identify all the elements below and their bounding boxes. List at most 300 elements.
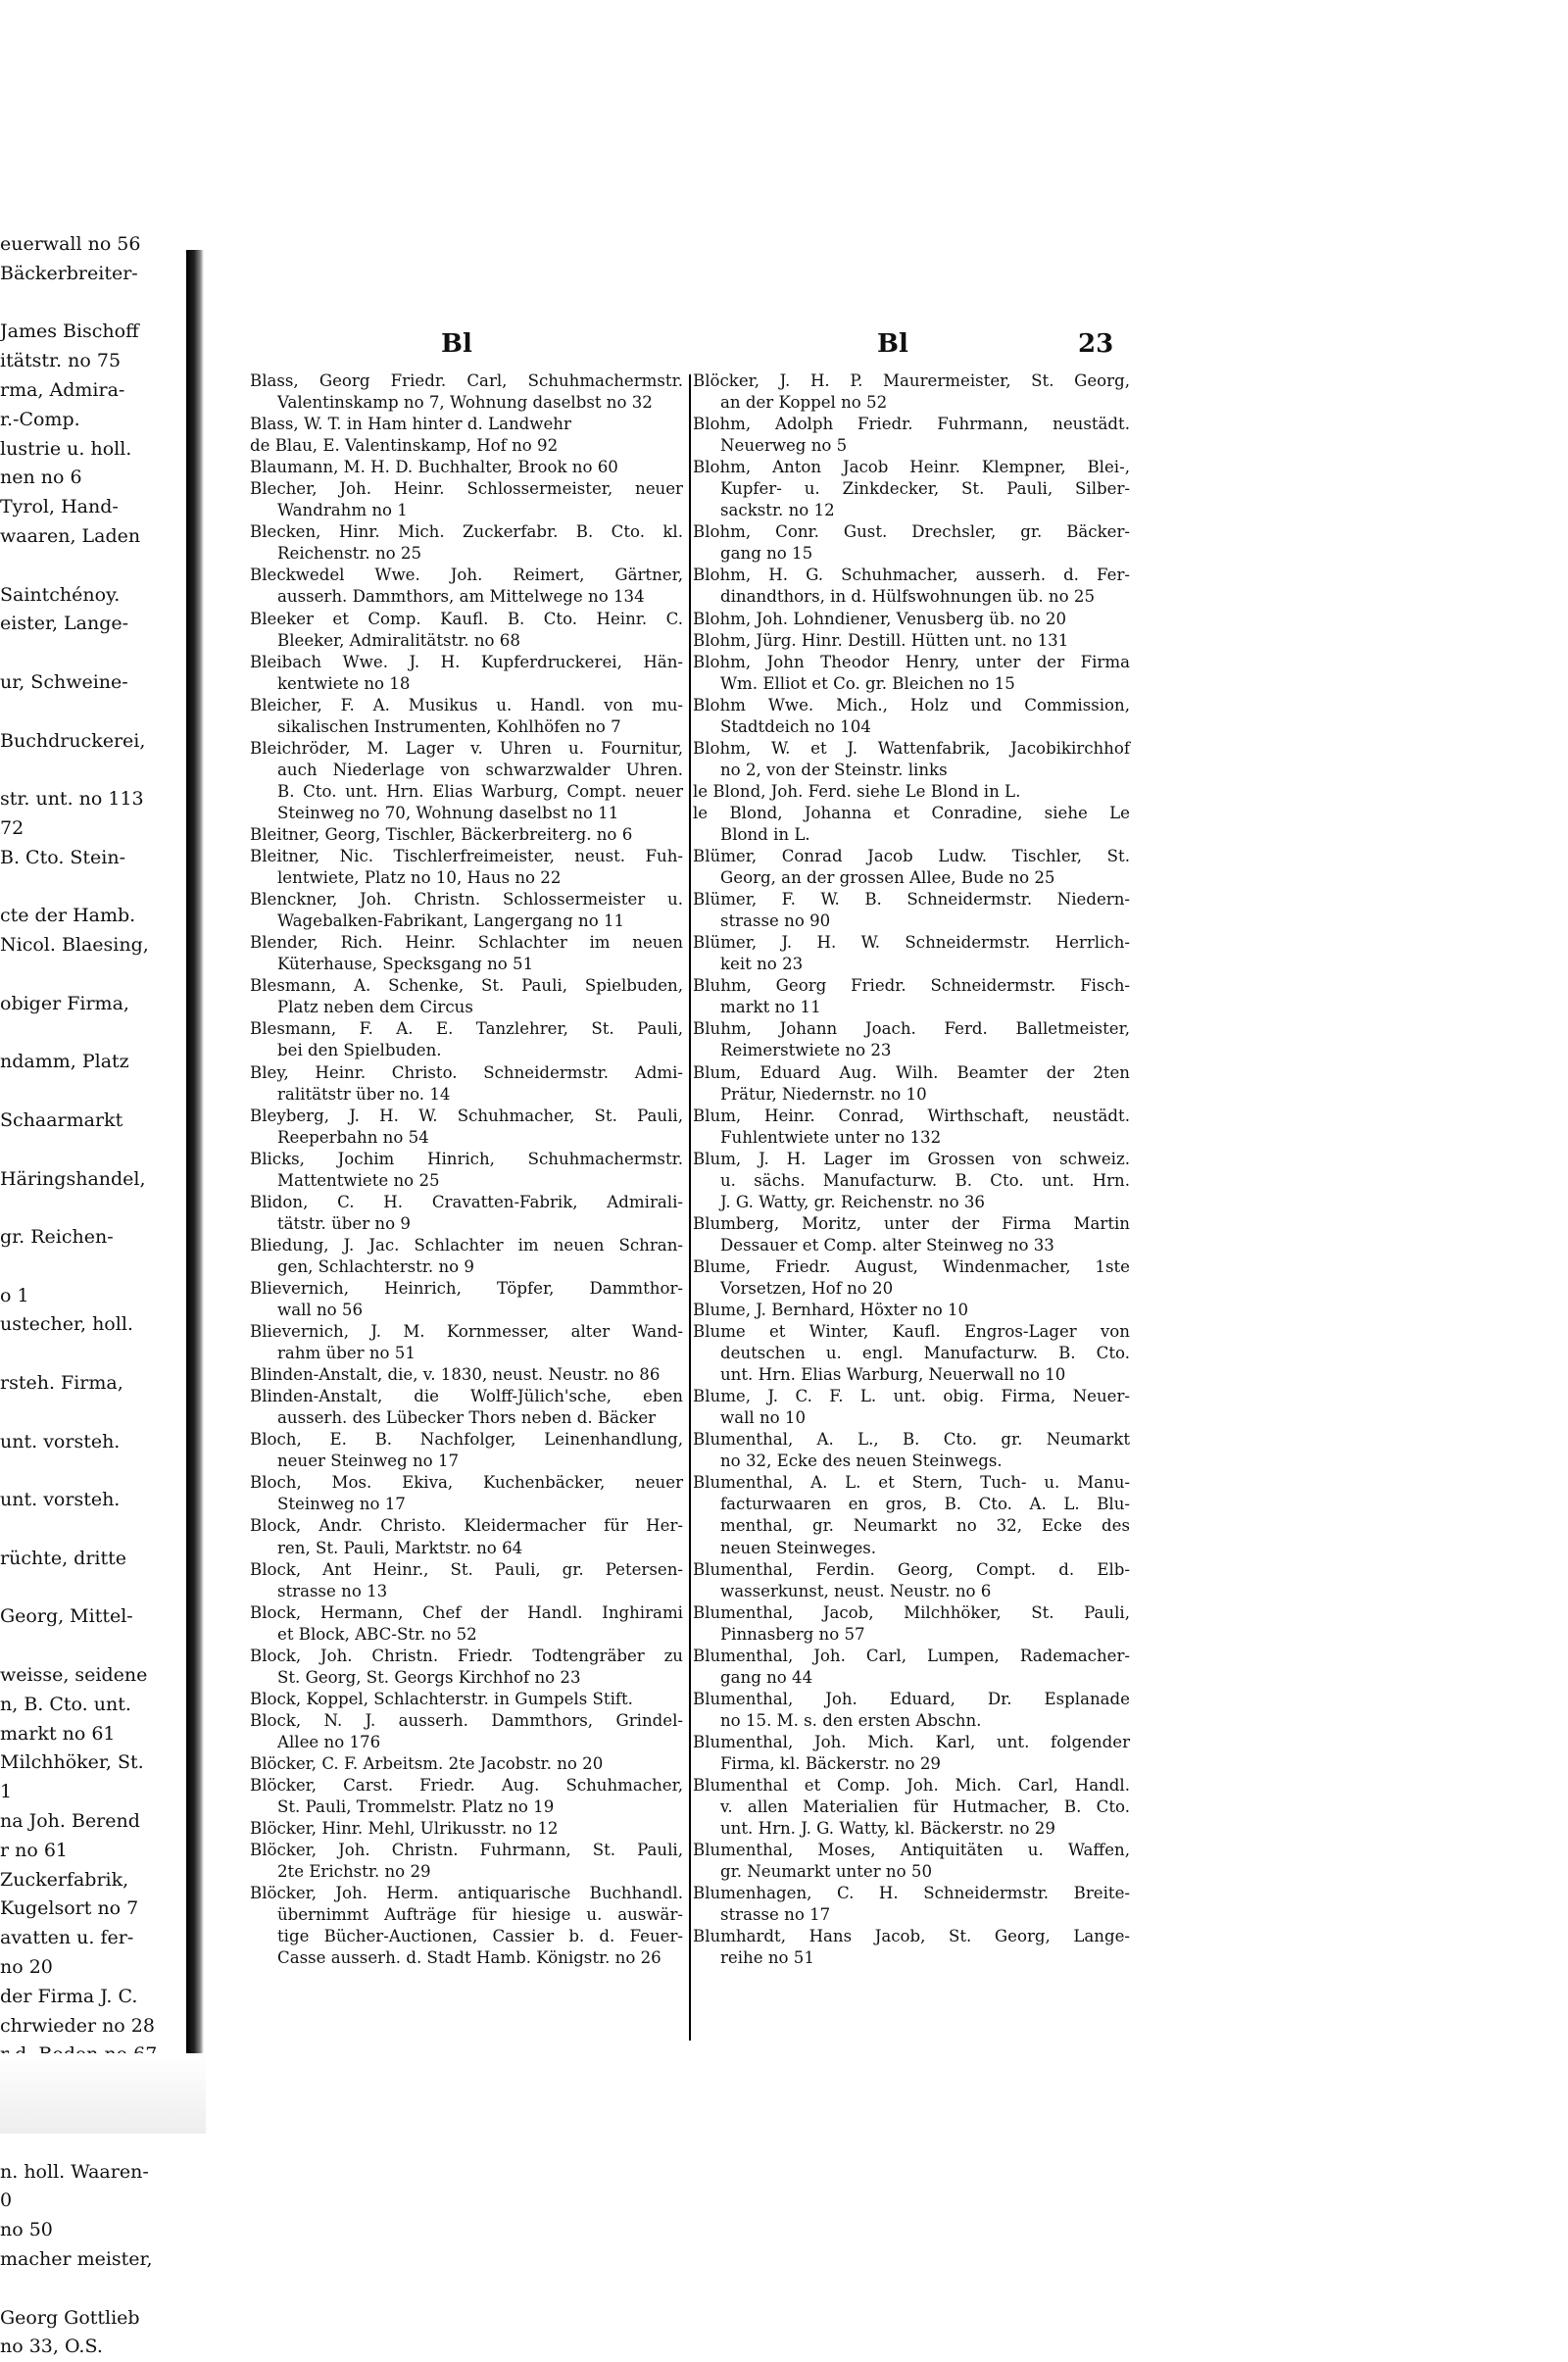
entry-first-line: Bleitner, Georg, Tischler, Bäckerbreiterg. no 6 xyxy=(250,824,633,844)
entry-continuation-line: bei den Spielbuden. xyxy=(277,1041,442,1060)
fragment-line: weisse, seidene xyxy=(0,1664,148,1687)
entry-first-line: Blohm, Joh. Lohndiener, Venusberg üb. no 20 xyxy=(693,609,1067,628)
entry-first-line: Blöcker, Joh. Christn. Fuhrmann, St. Pauli, xyxy=(250,1841,683,1860)
directory-entry xyxy=(250,1386,683,1429)
fragment-line: der Firma J. C. xyxy=(0,1985,138,2007)
entry-first-line: Blöcker, Joh. Herm. antiquarische Buchhandl. xyxy=(250,1884,683,1903)
entry-first-line: Blievernich, J. M. Kornmesser, alter Wand- xyxy=(250,1322,683,1342)
directory-entry xyxy=(250,1149,683,1192)
directory-entry xyxy=(250,435,683,457)
entry-first-line: Bley, Heinr. Christo. Schneidermstr. Admi- xyxy=(250,1062,683,1082)
directory-entry xyxy=(693,932,1130,975)
column-rule xyxy=(689,374,691,2041)
fragment-line: Georg, Mittel- xyxy=(0,1605,133,1628)
fragment-line: macher meister, xyxy=(0,2247,153,2270)
entry-continuation-line: et Block, ABC-Str. no 52 xyxy=(277,1624,477,1644)
fragment-line: Schaarmarkt xyxy=(0,1108,123,1131)
fragment-line xyxy=(0,1574,186,1603)
entry-continuation-line: u. sächs. Manufacturw. B. Cto. unt. Hrn. xyxy=(720,1170,1130,1190)
entry-first-line: le Blond, Joh. Ferd. siehe Le Blond in L. xyxy=(693,781,1021,801)
entry-continuation-line: B. Cto. unt. Hrn. Elias Warburg, Compt. neuer xyxy=(277,781,683,801)
directory-entry xyxy=(693,781,1130,803)
entry-first-line: Blumenthal, A. L., B. Cto. gr. Neumarkt xyxy=(693,1430,1130,1450)
fragment-line: obiger Firma, xyxy=(0,992,129,1014)
entry-first-line: Blumenthal, A. L. et Stern, Tuch- u. Manu- xyxy=(693,1473,1130,1493)
directory-entry xyxy=(693,1840,1130,1883)
fragment-line: gr. Reichen- xyxy=(0,1226,114,1249)
entry-continuation-line: Casse ausserh. d. Stadt Hamb. Königstr. no 26 xyxy=(277,1948,662,1968)
directory-entry xyxy=(250,1646,683,1689)
entry-continuation-line: gang no 44 xyxy=(720,1667,813,1687)
entry-first-line: Blöcker, Carst. Friedr. Aug. Schuhmacher, xyxy=(250,1776,683,1796)
fragment-line: Häringshandel, xyxy=(0,1167,146,1190)
entry-first-line: Bleibach Wwe. J. H. Kupferdruckerei, Hän- xyxy=(250,652,683,671)
directory-entry xyxy=(693,1429,1130,1472)
directory-entry xyxy=(693,1018,1130,1061)
directory-entry xyxy=(250,738,683,824)
entry-first-line: Blum, Heinr. Conrad, Wirthschaft, neustädt. xyxy=(693,1106,1130,1125)
directory-entry xyxy=(250,695,683,738)
directory-entry xyxy=(250,1883,683,1969)
entry-continuation-line: rahm über no 51 xyxy=(277,1344,416,1363)
entry-first-line: Blumenthal, Moses, Antiquitäten u. Waffen, xyxy=(693,1841,1130,1860)
entry-continuation-line: Blond in L. xyxy=(720,824,810,844)
directory-entry xyxy=(250,370,683,414)
fragment-line: n, B. Cto. unt. xyxy=(0,1693,131,1715)
fragment-line xyxy=(0,1077,186,1107)
directory-entry xyxy=(250,609,683,652)
directory-entry xyxy=(250,824,683,846)
fragment-line: ustecher, holl. xyxy=(0,1313,133,1336)
directory-entry xyxy=(693,803,1130,846)
entry-first-line: Blume, Friedr. August, Windenmacher, 1ste xyxy=(693,1256,1130,1276)
directory-entry xyxy=(250,457,683,478)
entry-continuation-line: ausserh. des Lübecker Thors neben d. Bäcker xyxy=(277,1408,657,1428)
entry-first-line: Blöcker, C. F. Arbeitsm. 2te Jacobstr. no 20 xyxy=(250,1754,604,1773)
entry-first-line: Blinden-Anstalt, die Wolff-Jülich'sche, eben xyxy=(250,1387,683,1406)
fragment-line xyxy=(0,1019,186,1049)
entry-first-line: Blinden-Anstalt, die, v. 1830, neust. Neustr. no 86 xyxy=(250,1365,661,1385)
entry-first-line: Blohm, Adolph Friedr. Fuhrmann, neustädt. xyxy=(693,415,1130,434)
fragment-line: 0 xyxy=(0,2190,13,2212)
entry-continuation-line: Wm. Elliot et Co. gr. Bleichen no 15 xyxy=(720,673,1015,693)
fragment-line xyxy=(0,756,186,785)
entry-continuation-line: lentwiete, Platz no 10, Haus no 22 xyxy=(277,868,562,888)
entry-first-line: Blumenthal, Joh. Eduard, Dr. Esplanade xyxy=(693,1689,1130,1708)
directory-entry xyxy=(250,1321,683,1364)
entry-first-line: Bloch, E. B. Nachfolger, Leinenhandlung, xyxy=(250,1430,683,1450)
directory-entry xyxy=(693,738,1130,781)
entry-first-line: Blicks, Jochim Hinrich, Schuhmachermstr. xyxy=(250,1149,683,1168)
directory-entry xyxy=(693,1256,1130,1300)
entry-continuation-line: Firma, kl. Bäckerstr. no 29 xyxy=(720,1754,941,1773)
fragment-line: ndamm, Platz xyxy=(0,1051,129,1073)
fragment-line: Kugelsort no 7 xyxy=(0,1897,139,1920)
entry-continuation-line: Vorsetzen, Hof no 20 xyxy=(720,1278,894,1298)
fragment-line: nen no 6 xyxy=(0,467,82,489)
directory-entry xyxy=(693,457,1130,521)
entry-continuation-line: v. allen Materialien für Hutmacher, B. Cto. xyxy=(720,1797,1130,1817)
fragment-line: Georg Gottlieb xyxy=(0,2306,140,2329)
directory-entry xyxy=(250,565,683,608)
entry-first-line: Blaumann, M. H. D. Buchhalter, Brook no 60 xyxy=(250,458,618,477)
entry-first-line: Bleicher, F. A. Musikus u. Handl. von mu- xyxy=(250,695,683,714)
entry-continuation-line: tätstr. über no 9 xyxy=(277,1213,411,1233)
entry-continuation-line: Neuerweg no 5 xyxy=(720,436,848,456)
entry-first-line: Blohm, Jürg. Hinr. Destill. Hütten unt. no 131 xyxy=(693,630,1069,650)
directory-entry xyxy=(693,695,1130,738)
fragment-line: 72 xyxy=(0,816,24,839)
directory-entry xyxy=(693,1149,1130,1213)
fragment-line xyxy=(0,960,186,990)
entry-continuation-line: Kupfer- u. Zinkdecker, St. Pauli, Silber- xyxy=(720,479,1130,499)
directory-entry xyxy=(250,932,683,975)
directory-entry xyxy=(250,975,683,1018)
page-edge-shadow xyxy=(0,2053,206,2134)
entry-first-line: Block, Joh. Christn. Friedr. Todtengräber zu xyxy=(250,1646,683,1665)
entry-continuation-line: facturwaaren en gros, B. Cto. A. L. Blu- xyxy=(720,1495,1130,1514)
entry-continuation-line: markt no 11 xyxy=(720,998,821,1017)
entry-continuation-line: Reichenstr. no 25 xyxy=(277,544,422,564)
entry-first-line: Bleeker et Comp. Kaufl. B. Cto. Heinr. C. xyxy=(250,609,683,628)
entry-first-line: Blumberg, Moritz, unter der Firma Martin xyxy=(693,1213,1130,1233)
fragment-line xyxy=(0,1456,186,1486)
fragment-line: avatten u. fer- xyxy=(0,1927,134,1949)
entry-continuation-line: unt. Hrn. J. G. Watty, kl. Bäckerstr. no 29 xyxy=(720,1819,1055,1839)
fragment-line: James Bischoff xyxy=(0,320,139,343)
entry-continuation-line: strasse no 13 xyxy=(277,1581,388,1600)
directory-entry xyxy=(250,1515,683,1558)
entry-continuation-line: sackstr. no 12 xyxy=(720,501,835,520)
entry-first-line: Blender, Rich. Heinr. Schlachter im neuen xyxy=(250,933,683,953)
entry-first-line: Blum, Eduard Aug. Wilh. Beamter der 2ten xyxy=(693,1062,1130,1082)
entry-first-line: le Blond, Johanna et Conradine, siehe Le xyxy=(693,803,1130,822)
directory-entry xyxy=(250,1062,683,1106)
entry-continuation-line: wall no 10 xyxy=(720,1408,807,1428)
fragment-line: B. Cto. Stein- xyxy=(0,846,126,868)
fragment-line: markt no 61 xyxy=(0,1722,116,1745)
entry-first-line: Blume et Winter, Kaufl. Engros-Lager von xyxy=(693,1322,1130,1342)
directory-entry xyxy=(250,652,683,695)
fragment-line: rsteh. Firma, xyxy=(0,1372,123,1395)
page-header xyxy=(250,329,1112,369)
entry-continuation-line: Fuhlentwiete unter no 132 xyxy=(720,1127,942,1147)
entry-first-line: Blohm, Conr. Gust. Drechsler, gr. Bäcker- xyxy=(693,522,1130,542)
directory-entry xyxy=(250,1689,683,1710)
fragment-line: euerwall no 56 xyxy=(0,233,141,255)
directory-entry xyxy=(693,1300,1130,1321)
directory-entry xyxy=(693,370,1130,414)
entry-continuation-line: Platz neben dem Circus xyxy=(277,998,473,1017)
directory-entry xyxy=(250,1106,683,1149)
directory-entry xyxy=(250,1775,683,1818)
directory-entry xyxy=(693,889,1130,932)
entry-continuation-line: tige Bücher-Auctionen, Cassier b. d. Feuer- xyxy=(277,1927,683,1946)
fragment-line xyxy=(0,552,186,581)
fragment-line xyxy=(0,1136,186,1165)
directory-entry xyxy=(693,1646,1130,1689)
entry-continuation-line: neuer Steinweg no 17 xyxy=(277,1452,460,1471)
page-number: 23 xyxy=(1078,329,1114,359)
directory-entry xyxy=(693,1883,1130,1926)
directory-entry xyxy=(693,1106,1130,1149)
fragment-line xyxy=(0,873,186,903)
directory-entry xyxy=(693,1386,1130,1429)
entry-first-line: de Blau, E. Valentinskamp, Hof no 92 xyxy=(250,436,559,456)
entry-first-line: Blidon, C. H. Cravatten-Fabrik, Admirali- xyxy=(250,1192,683,1211)
entry-first-line: Block, Hermann, Chef der Handl. Inghirami xyxy=(250,1602,683,1622)
entry-first-line: Bluhm, Johann Joach. Ferd. Balletmeister, xyxy=(693,1019,1130,1039)
entry-continuation-line: St. Pauli, Trommelstr. Platz no 19 xyxy=(277,1797,555,1817)
entry-first-line: Bluhm, Georg Friedr. Schneidermstr. Fisch- xyxy=(693,976,1130,996)
directory-entry xyxy=(250,1710,683,1753)
directory-entry xyxy=(693,414,1130,457)
entry-first-line: Blum, J. H. Lager im Grossen von schweiz. xyxy=(693,1149,1130,1168)
entry-first-line: Blöcker, J. H. P. Maurermeister, St. Georg, xyxy=(693,371,1130,390)
fragment-line xyxy=(0,1632,186,1661)
directory-entry xyxy=(250,846,683,889)
entry-continuation-line: Allee no 176 xyxy=(277,1732,381,1751)
fragment-line: r.-Comp. xyxy=(0,408,80,430)
entry-continuation-line: keit no 23 xyxy=(720,955,804,974)
entry-continuation-line: an der Koppel no 52 xyxy=(720,393,888,413)
fragment-line: Tyrol, Hand- xyxy=(0,496,119,518)
entry-continuation-line: J. G. Watty, gr. Reichenstr. no 36 xyxy=(720,1192,985,1211)
directory-entry xyxy=(693,1213,1130,1256)
entry-continuation-line: Pinnasberg no 57 xyxy=(720,1624,865,1644)
entry-first-line: Blumhardt, Hans Jacob, St. Georg, Lange- xyxy=(693,1927,1130,1946)
fragment-line: na Joh. Berend xyxy=(0,1810,140,1833)
directory-entry xyxy=(250,414,683,435)
entry-continuation-line: no 15. M. s. den ersten Abschn. xyxy=(720,1710,982,1730)
entry-first-line: Blümer, Conrad Jacob Ludw. Tischler, St. xyxy=(693,847,1130,866)
fragment-line: Bäckerbreiter- xyxy=(0,262,138,284)
header-center-letters: Bl xyxy=(877,329,908,359)
directory-entry xyxy=(250,1018,683,1061)
fragment-line: Milchhöker, St. xyxy=(0,1751,144,1774)
entry-continuation-line: Reeperbahn no 54 xyxy=(277,1127,429,1147)
directory-entry xyxy=(250,1559,683,1602)
entry-first-line: Blohm Wwe. Mich., Holz und Commission, xyxy=(693,695,1130,714)
directory-entry xyxy=(693,975,1130,1018)
fragment-line xyxy=(0,1515,186,1545)
entry-continuation-line: Stadtdeich no 104 xyxy=(720,716,871,736)
entry-first-line: Blohm, John Theodor Henry, unter der Firma xyxy=(693,652,1130,671)
fragment-line: unt. vorsteh. xyxy=(0,1430,121,1452)
entry-continuation-line: menthal, gr. Neumarkt no 32, Ecke des xyxy=(720,1516,1130,1536)
directory-entry xyxy=(693,1602,1130,1646)
fragment-line xyxy=(0,639,186,668)
entry-first-line: Blumenthal, Ferdin. Georg, Compt. d. Elb- xyxy=(693,1559,1130,1579)
fragment-line: rüchte, dritte xyxy=(0,1547,126,1569)
directory-entry xyxy=(250,1472,683,1515)
entry-first-line: Blohm, W. et J. Wattenfabrik, Jacobikirchhof xyxy=(693,738,1130,758)
fragment-line: chrwieder no 28 xyxy=(0,2014,155,2037)
fragment-line: 1 xyxy=(0,1781,13,1803)
fragment-line xyxy=(0,2275,186,2304)
entry-continuation-line: auch Niederlage von schwarzwalder Uhren. xyxy=(277,760,683,779)
directory-entry xyxy=(250,1840,683,1883)
entry-first-line: Block, N. J. ausserh. Dammthors, Grindel- xyxy=(250,1710,683,1730)
entry-first-line: Bleckwedel Wwe. Joh. Reimert, Gärtner, xyxy=(250,566,683,585)
facing-page-fragment xyxy=(0,230,186,2358)
entry-first-line: Blecken, Hinr. Mich. Zuckerfabr. B. Cto. kl. xyxy=(250,522,683,542)
entry-continuation-line: reihe no 51 xyxy=(720,1948,814,1968)
entry-continuation-line: gang no 15 xyxy=(720,544,813,564)
entry-first-line: Blumenthal et Comp. Joh. Mich. Carl, Handl. xyxy=(693,1776,1130,1796)
entry-first-line: Bleichröder, M. Lager v. Uhren u. Fournitur, xyxy=(250,738,683,758)
directory-entry xyxy=(250,1278,683,1321)
entry-continuation-line: sikalischen Instrumenten, Kohlhöfen no 7 xyxy=(277,716,621,736)
entry-continuation-line: wasserkunst, neust. Neustr. no 6 xyxy=(720,1581,992,1600)
entry-continuation-line: Dessauer et Comp. alter Steinweg no 33 xyxy=(720,1235,1054,1255)
directory-entry xyxy=(693,1472,1130,1558)
entry-first-line: Blume, J. Bernhard, Höxter no 10 xyxy=(693,1301,969,1320)
fragment-line xyxy=(0,1253,186,1282)
fragment-line: Zuckerfabrik, xyxy=(0,1868,129,1891)
directory-entry xyxy=(693,652,1130,695)
entry-first-line: Block, Andr. Christo. Kleidermacher für Her- xyxy=(250,1516,683,1536)
entry-first-line: Bleyberg, J. H. W. Schuhmacher, St. Pauli, xyxy=(250,1106,683,1125)
fragment-line xyxy=(0,698,186,727)
directory-entry xyxy=(250,1192,683,1235)
fragment-line: itätstr. no 75 xyxy=(0,350,122,372)
entry-continuation-line: deutschen u. engl. Manufacturw. B. Cto. xyxy=(720,1344,1130,1363)
entry-first-line: Bliedung, J. Jac. Schlachter im neuen Schran- xyxy=(250,1235,683,1255)
entry-continuation-line: kentwiete no 18 xyxy=(277,673,411,693)
fragment-line xyxy=(0,289,186,319)
directory-entry xyxy=(693,565,1130,608)
directory-column-right xyxy=(693,370,1130,1969)
entry-continuation-line: Küterhause, Specksgang no 51 xyxy=(277,955,534,974)
fragment-line: o 1 xyxy=(0,1284,29,1306)
fragment-line: waaren, Laden xyxy=(0,524,141,547)
entry-continuation-line: gen, Schlachterstr. no 9 xyxy=(277,1256,474,1276)
entry-continuation-line: ren, St. Pauli, Marktstr. no 64 xyxy=(277,1538,523,1557)
entry-first-line: Blume, J. C. F. L. unt. obig. Firma, Neuer- xyxy=(693,1387,1130,1406)
entry-continuation-line: no 32, Ecke des neuen Steinwegs. xyxy=(720,1452,1003,1471)
entry-first-line: Blümer, F. W. B. Schneidermstr. Niedern- xyxy=(693,890,1130,910)
entry-continuation-line: Mattentwiete no 25 xyxy=(277,1170,440,1190)
fragment-line: unt. vorsteh. xyxy=(0,1489,121,1511)
directory-entry xyxy=(693,1321,1130,1386)
directory-entry xyxy=(693,1689,1130,1732)
entry-first-line: Blumenthal, Jacob, Milchhöker, St. Pauli, xyxy=(693,1602,1130,1622)
fragment-line xyxy=(0,1399,186,1428)
entry-continuation-line: Prätur, Niedernstr. no 10 xyxy=(720,1084,927,1104)
directory-entry xyxy=(250,1602,683,1646)
entry-continuation-line: ralitätstr über no. 14 xyxy=(277,1084,451,1104)
entry-continuation-line: Reimerstwiete no 23 xyxy=(720,1041,892,1060)
entry-continuation-line: Wagebalken-Fabrikant, Langergang no 11 xyxy=(277,911,625,931)
entry-continuation-line: no 2, von der Steinstr. links xyxy=(720,760,948,779)
fragment-line: str. unt. no 113 xyxy=(0,788,144,811)
entry-first-line: Blesmann, A. Schenke, St. Pauli, Spielbuden, xyxy=(250,976,683,996)
fragment-line: Saintchénoy. xyxy=(0,583,121,606)
entry-first-line: Blumenthal, Joh. Carl, Lumpen, Rademacher- xyxy=(693,1646,1130,1665)
directory-entry xyxy=(250,1429,683,1472)
directory-entry xyxy=(693,846,1130,889)
entry-continuation-line: Wandrahm no 1 xyxy=(277,501,408,520)
entry-first-line: Blöcker, Hinr. Mehl, Ulrikusstr. no 12 xyxy=(250,1819,559,1839)
entry-first-line: Block, Koppel, Schlachterstr. in Gumpels Stift. xyxy=(250,1689,633,1708)
entry-continuation-line: Steinweg no 17 xyxy=(277,1495,406,1514)
fragment-line: eister, Lange- xyxy=(0,613,129,635)
fragment-line: cte der Hamb. xyxy=(0,905,136,927)
entry-continuation-line: ausserh. Dammthors, am Mittelwege no 134 xyxy=(277,587,645,607)
directory-entry xyxy=(693,1732,1130,1775)
fragment-line xyxy=(0,1194,186,1223)
entry-continuation-line: Georg, an der grossen Allee, Bude no 25 xyxy=(720,868,1055,888)
entry-first-line: Blass, W. T. in Ham hinter d. Landwehr xyxy=(250,415,571,434)
entry-first-line: Blievernich, Heinrich, Töpfer, Dammthor- xyxy=(250,1278,683,1298)
fragment-line: no 20 xyxy=(0,1956,53,1979)
entry-continuation-line: Valentinskamp no 7, Wohnung daselbst no 32 xyxy=(277,393,653,413)
entry-first-line: Blohm, H. G. Schuhmacher, ausserh. d. Fer- xyxy=(693,566,1130,585)
entry-first-line: Blenckner, Joh. Christn. Schlossermeister u. xyxy=(250,890,683,910)
entry-continuation-line: neuen Steinweges. xyxy=(720,1538,877,1557)
entry-continuation-line: wall no 56 xyxy=(277,1301,364,1320)
entry-first-line: Blass, Georg Friedr. Carl, Schuhmachermstr. xyxy=(250,371,683,390)
directory-column-left xyxy=(250,370,683,1969)
directory-entry xyxy=(693,1559,1130,1602)
directory-entry xyxy=(250,1753,683,1775)
directory-entry xyxy=(693,630,1130,652)
directory-entry xyxy=(250,478,683,521)
entry-first-line: Bleitner, Nic. Tischlerfreimeister, neust. Fuh- xyxy=(250,847,683,866)
fragment-line: r no 61 xyxy=(0,1839,69,1861)
directory-entry xyxy=(250,1364,683,1386)
entry-continuation-line: St. Georg, St. Georgs Kirchhof no 23 xyxy=(277,1667,581,1687)
entry-first-line: Blohm, Anton Jacob Heinr. Klempner, Blei-, xyxy=(693,458,1130,477)
directory-entry xyxy=(693,1926,1130,1969)
entry-first-line: Blecher, Joh. Heinr. Schlossermeister, neuer xyxy=(250,479,683,499)
entry-continuation-line: übernimmt Aufträge für hiesige u. auswär- xyxy=(277,1905,683,1925)
entry-first-line: Block, Ant Heinr., St. Pauli, gr. Petersen- xyxy=(250,1559,683,1579)
directory-entry xyxy=(250,1235,683,1278)
entry-continuation-line: strasse no 17 xyxy=(720,1905,831,1925)
directory-entry xyxy=(693,521,1130,565)
directory-entry xyxy=(250,1818,683,1840)
fragment-line: Buchdruckerei, xyxy=(0,729,146,752)
fragment-line: ur, Schweine- xyxy=(0,670,128,693)
fragment-line xyxy=(0,1340,186,1369)
header-left-letters: Bl xyxy=(441,329,472,359)
fragment-line: Nicol. Blaesing, xyxy=(0,934,149,957)
entry-continuation-line: Bleeker, Admiralitätstr. no 68 xyxy=(277,630,520,650)
entry-continuation-line: gr. Neumarkt unter no 50 xyxy=(720,1862,933,1882)
entry-first-line: Blümer, J. H. W. Schneidermstr. Herrlich- xyxy=(693,933,1130,953)
directory-entry xyxy=(693,1062,1130,1106)
directory-entry xyxy=(693,609,1130,630)
book-gutter xyxy=(186,250,204,2053)
fragment-line: n. holl. Waaren- xyxy=(0,2160,149,2183)
entry-first-line: Bloch, Mos. Ekiva, Kuchenbäcker, neuer xyxy=(250,1473,683,1493)
entry-continuation-line: dinandthors, in d. Hülfswohnungen üb. no 25 xyxy=(720,587,1095,607)
entry-continuation-line: unt. Hrn. Elias Warburg, Neuerwall no 10 xyxy=(720,1365,1066,1385)
directory-entry xyxy=(250,521,683,565)
directory-entry xyxy=(250,889,683,932)
entry-continuation-line: strasse no 90 xyxy=(720,911,831,931)
entry-continuation-line: Steinweg no 70, Wohnung daselbst no 11 xyxy=(277,803,619,822)
fragment-line: lustrie u. holl. xyxy=(0,437,132,460)
entry-first-line: Blumenhagen, C. H. Schneidermstr. Breite- xyxy=(693,1884,1130,1903)
fragment-line: no 50 xyxy=(0,2219,53,2241)
entry-first-line: Blumenthal, Joh. Mich. Karl, unt. folgender xyxy=(693,1732,1130,1751)
directory-entry xyxy=(693,1775,1130,1840)
fragment-line: no 33, O.S. xyxy=(0,2336,103,2358)
entry-continuation-line: 2te Erichstr. no 29 xyxy=(277,1862,431,1882)
